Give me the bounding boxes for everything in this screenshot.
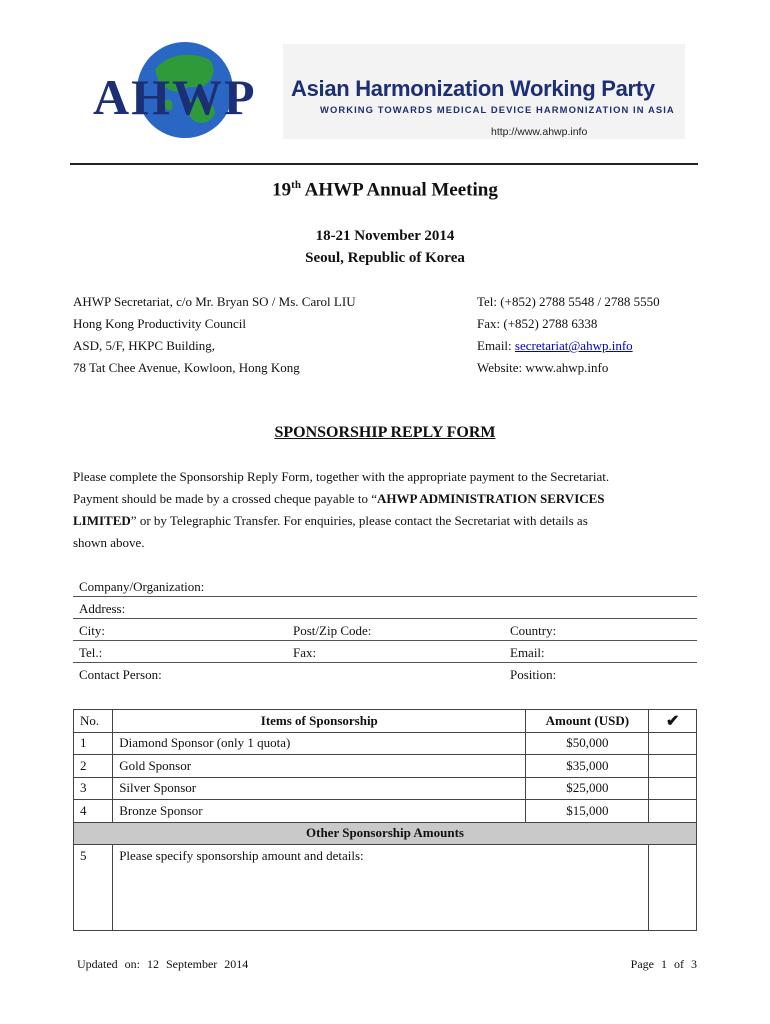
instructions-line-4: shown above. bbox=[73, 535, 145, 550]
contact-line-1: AHWP Secretariat, c/o Mr. Bryan SO / Ms. Carol LIU bbox=[73, 294, 356, 309]
city-row bbox=[73, 619, 697, 641]
other-amounts-heading-row bbox=[74, 822, 697, 845]
country-field[interactable]: Country: bbox=[510, 623, 557, 638]
updated-date: Updated on: 12 September 2014 bbox=[77, 957, 249, 971]
contact-website: Website: www.ahwp.info bbox=[477, 360, 609, 375]
org-tagline: WORKING TOWARDS MEDICAL DEVICE HARMONIZATION IN ASIA bbox=[320, 104, 675, 115]
header-amount: Amount (USD) bbox=[526, 710, 649, 733]
email-field[interactable]: Email: bbox=[510, 645, 545, 660]
meeting-dates: 18-21 November 2014 bbox=[315, 228, 455, 244]
instructions-line-2: Payment should be made by a crossed cheque payable to “AHWP ADMINISTRATION SERVICES bbox=[73, 491, 605, 506]
position-field[interactable]: Position: bbox=[510, 667, 557, 682]
email-link[interactable]: secretariat@ahwp.info bbox=[514, 338, 633, 353]
contact-line-2: Hong Kong Productivity Council bbox=[73, 316, 246, 331]
other-amounts-heading: Other Sponsorship Amounts bbox=[74, 822, 697, 845]
select-checkbox[interactable] bbox=[649, 755, 697, 778]
org-url[interactable]: http://www.ahwp.info bbox=[491, 126, 588, 138]
address-field[interactable]: Address: bbox=[73, 597, 697, 619]
form-title: SPONSORSHIP REPLY FORM bbox=[274, 424, 496, 441]
table-row: 4 Bronze Sponsor $15,000 bbox=[74, 800, 697, 823]
table-header-row bbox=[74, 710, 697, 733]
contact-person-field[interactable]: Contact Person: bbox=[79, 667, 162, 682]
select-checkbox[interactable] bbox=[649, 777, 697, 800]
contact-line-3: ASD, 5/F, HKPC Building, bbox=[73, 338, 215, 353]
instructions-line-3: LIMITED” or by Telegraphic Transfer. For enquiries, please contact the Secretariat with details as bbox=[73, 513, 588, 528]
tel-field[interactable]: Tel.: bbox=[79, 645, 103, 660]
contact-fax: Fax: (+852) 2788 6338 bbox=[477, 316, 598, 331]
city-field[interactable]: City: bbox=[79, 623, 106, 638]
contact-email: Email: secretariat@ahwp.info bbox=[477, 338, 633, 353]
ahwp-logo bbox=[93, 40, 693, 140]
select-checkbox[interactable] bbox=[649, 800, 697, 823]
table-row: 3 Silver Sponsor $25,000 bbox=[74, 777, 697, 800]
page-number: Page 1 of 3 bbox=[630, 957, 697, 971]
header-items: Items of Sponsorship bbox=[113, 710, 526, 733]
meeting-location: Seoul, Republic of Korea bbox=[305, 250, 465, 266]
org-name: Asian Harmonization Working Party bbox=[291, 76, 655, 101]
header-divider bbox=[70, 163, 698, 165]
instructions-line-1: Please complete the Sponsorship Reply Form, together with the appropriate payment to the Secretariat. bbox=[73, 469, 610, 484]
tel-row bbox=[73, 641, 697, 663]
logo-banner bbox=[283, 44, 685, 139]
contact-tel: Tel: (+852) 2788 5548 / 2788 5550 bbox=[477, 294, 660, 309]
contact-line-4: 78 Tat Chee Avenue, Kowloon, Hong Kong bbox=[73, 360, 300, 375]
fax-field[interactable]: Fax: bbox=[293, 645, 317, 660]
contact-row bbox=[73, 663, 697, 685]
table-row: 2 Gold Sponsor $35,000 bbox=[74, 755, 697, 778]
table-row: 1 Diamond Sponsor (only 1 quota) $50,000 bbox=[74, 732, 697, 755]
logo-letters: AHWP bbox=[93, 69, 257, 125]
header-no: No. bbox=[74, 710, 113, 733]
company-field[interactable]: Company/Organization: bbox=[73, 575, 697, 597]
select-checkbox[interactable] bbox=[649, 732, 697, 755]
meeting-title: 19th AHWP Annual Meeting bbox=[272, 179, 498, 201]
select-checkbox[interactable] bbox=[649, 845, 697, 931]
checkmark-icon: ✔ bbox=[649, 710, 697, 733]
other-amount-field[interactable]: Please specify sponsorship amount and details: bbox=[113, 845, 649, 931]
sponsorship-table bbox=[73, 709, 697, 931]
postcode-field[interactable]: Post/Zip Code: bbox=[293, 623, 372, 638]
table-row: 5 Please specify sponsorship amount and details: bbox=[74, 845, 697, 931]
